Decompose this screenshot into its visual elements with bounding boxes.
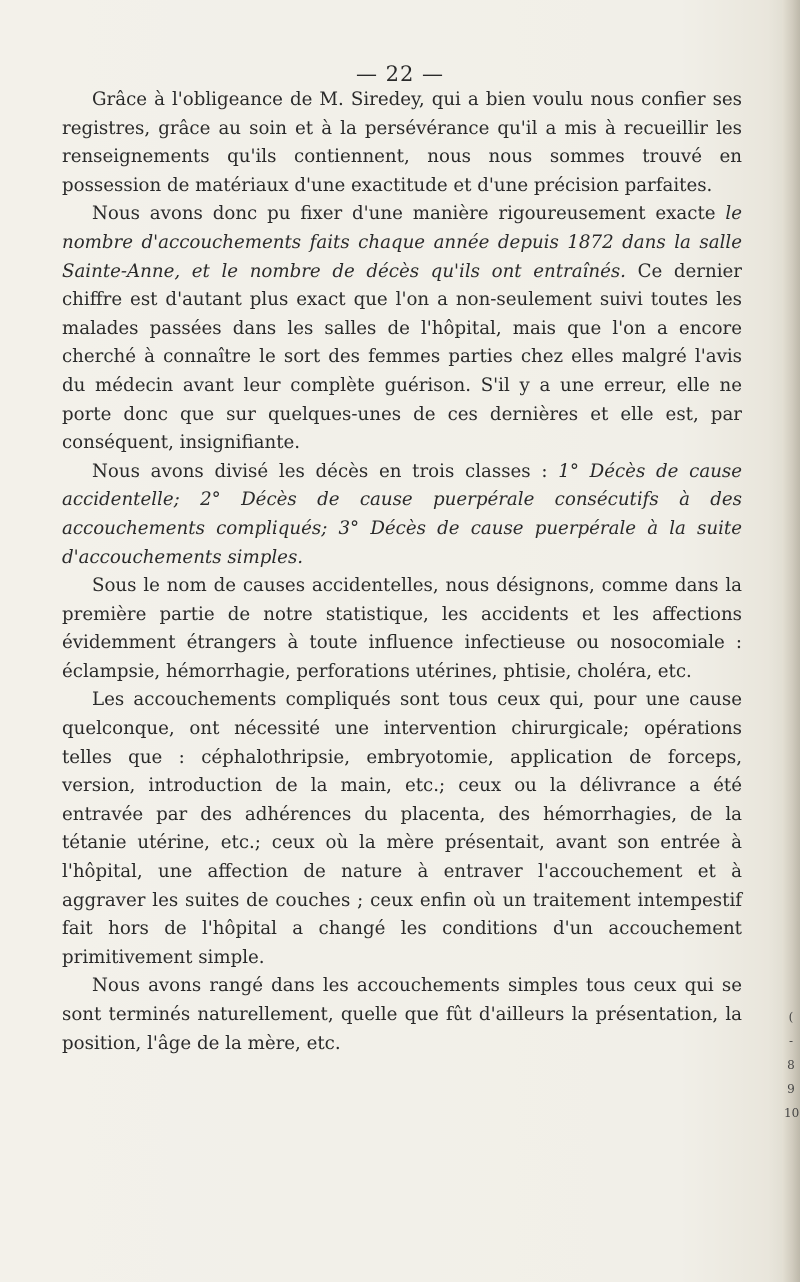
paragraph (62, 972, 742, 1058)
paragraph (62, 458, 742, 572)
text-run: Sous le nom de causes accidentelles, nous désignons, comme dans la première partie de notre statistique, les accidents et les affections évidemment étrangers à toute influence infectieuse ou nosocomiale : éclampsie, hémorrhagie, perforations utérines, phtisie, choléra, etc. (62, 575, 742, 682)
paragraph (62, 572, 742, 686)
paragraph (62, 200, 742, 457)
margin-mark: - (788, 1034, 794, 1048)
paragraph (62, 686, 742, 972)
margin-mark: 8 (787, 1058, 795, 1072)
text-run: Grâce à l'obligeance de M. Siredey, qui a bien voulu nous confier ses registres, grâce au soin et à la persévérance qu'il a mis à recueillir les renseignements qu'ils contiennent, nous nous sommes trouvé en possession de matériaux d'une exactitude et d'une précision parfaites. (62, 89, 742, 196)
text-run: Ce dernier chiffre est d'autant plus exact que l'on a non-seulement suivi toutes les malades passées dans les salles de l'hôpital, mais que l'on a encore cherché à connaître le sort des femmes parties chez elles malgré l'avis du médecin avant leur complète guérison. S'il y a une erreur, elle ne porte donc que sur quelques-unes de ces dernières et elle est, par conséquent, insignifiante. (62, 260, 742, 454)
body-text (62, 86, 742, 1058)
text-run: Nous avons rangé dans les accouchements simples tous ceux qui se sont terminés naturellement, quelle que fût d'ailleurs la présentation, la position, l'âge de la mère, etc. (62, 975, 742, 1054)
italic-text: le nombre d'accouchements faits chaque année depuis 1872 dans la salle Sainte-Anne, et le nombre de décès qu'ils ont entraînés. (62, 203, 742, 282)
italic-text: 1° Décès de cause accidentelle; 2° Décès de cause puerpérale consécutifs à des accouchements compliqués; 3° Décès de cause puerpérale à la suite d'accouchements simples. (62, 460, 743, 568)
page-number: — 22 — (355, 62, 445, 86)
margin-mark: 9 (787, 1082, 795, 1096)
text-run: Les accouchements compliqués sont tous ceux qui, pour une cause quelconque, ont nécessité une intervention chirurgicale; opérations telles que : céphalothripsie, embryotomie, application de forceps, version, introduction de la main, etc.; ceux ou la délivrance a été entravée par des adhérences du placenta, des hémorrhagies, de la tétanie utérine, etc.; ceux où la mère présentait, avant son entrée à l'hôpital, une affection de nature à entraver l'accouchement et à aggraver les suites de couches ; ceux enfin où un traitement intempestif fait hors de l'hôpital a changé les conditions d'un accouchement primitivement simple. (62, 689, 742, 968)
text-run: Nous avons donc pu fixer d'une manière rigoureusement exacte (92, 203, 726, 225)
margin-mark: 10 (784, 1106, 800, 1120)
paragraph (62, 86, 742, 200)
margin-mark: ( (788, 1010, 794, 1024)
text-run: Nous avons divisé les décès en trois classes : (92, 460, 559, 482)
margin-marks (784, 1005, 798, 1125)
